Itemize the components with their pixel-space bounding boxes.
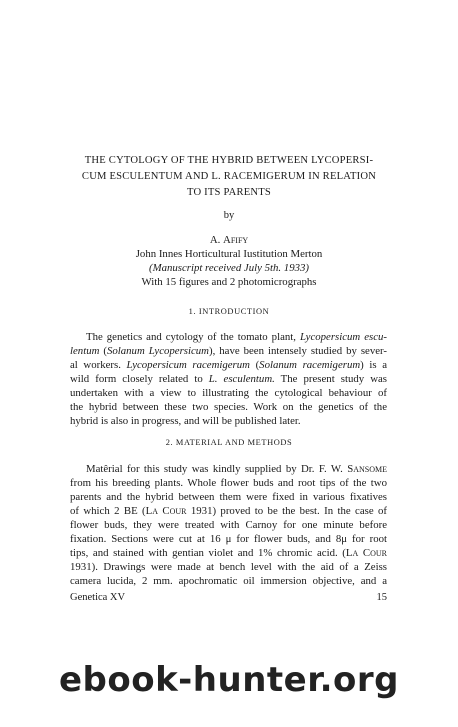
section-heading-methods: 2. MATERIAL AND METHODS bbox=[165, 438, 293, 447]
italic-term: Lycopersicum escu- bbox=[299, 331, 387, 343]
paragraph-methods bbox=[70, 462, 387, 588]
italic-term: L. esculentum. bbox=[208, 373, 275, 385]
title-line: CUM ESCULENTUM AND L. RACEMIGERUM IN RELATION bbox=[81, 171, 377, 182]
figures-note: With 15 figures and 2 photomicrographs bbox=[141, 276, 317, 288]
italic-term: Solanum Lycopersicum bbox=[106, 345, 209, 357]
author-citation: La Cour bbox=[145, 505, 187, 517]
author-name bbox=[0, 233, 458, 247]
title-line: TO ITS PARENTS bbox=[186, 187, 272, 198]
text-line: hybrid is also in progress, and will be published later. bbox=[70, 415, 301, 427]
author-citation: Sansome bbox=[347, 463, 387, 475]
text-line: lentum (Solanum Lycopersicum), have been intensely studied by sever- bbox=[70, 345, 387, 357]
italic-term: Lycopersicum racemigerum bbox=[126, 359, 250, 371]
text-line: parents and the hybrid between them were fixed in various fixatives bbox=[70, 491, 387, 503]
text-line: wild form closely related to L. esculentum. The present study was bbox=[70, 373, 387, 385]
text-line: al workers. Lycopersicum racemigerum (Solanum racemigerum) is a bbox=[70, 359, 387, 371]
text-line: The genetics and cytology of the tomato plant, Lycopersicum escu- bbox=[86, 331, 387, 343]
text-line: fixation. Sections were cut at 16 μ for flower buds, and 8μ for root bbox=[70, 533, 387, 545]
text-line: camera lucida, 2 mm. apochromatic oil immersion objective, and a bbox=[70, 575, 387, 587]
text-line: 1931). Drawings were made at bench level with the aid of a Zeiss bbox=[70, 561, 387, 573]
paper-title bbox=[70, 153, 388, 201]
text-line: Matêrial for this study was kindly supplied by Dr. F. W. Sansome bbox=[86, 463, 387, 475]
page-number: 15 bbox=[376, 592, 387, 603]
italic-term: lentum bbox=[70, 345, 100, 357]
author-initial: A. bbox=[209, 234, 221, 246]
watermark-text: ebook-hunter.org bbox=[58, 660, 400, 700]
section-heading-introduction: 1. INTRODUCTION bbox=[188, 307, 270, 316]
paragraph-introduction bbox=[70, 330, 387, 428]
author-block bbox=[0, 233, 458, 289]
affiliation: John Innes Horticultural Iustitution Merton bbox=[135, 248, 323, 260]
manuscript-note: (Manuscript received July 5th. 1933) bbox=[148, 262, 309, 274]
text-line: flower buds, they were treated with Carnoy for one minute before bbox=[70, 519, 387, 531]
author-citation: La Cour bbox=[345, 547, 387, 559]
author-surname: Afify bbox=[223, 234, 249, 246]
italic-term: Solanum racemigerum bbox=[259, 359, 361, 371]
journal-name: Genetica XV bbox=[70, 592, 126, 603]
by-word: by bbox=[223, 210, 235, 221]
text-line: from his breeding plants. Whole flower buds and root tips of the two bbox=[70, 477, 387, 489]
text-line: undertaken with a view to illustrating the cytological behaviour of bbox=[70, 387, 387, 399]
text-line: tips, and stained with gentian violet and 1% chromic acid. (La Cour bbox=[70, 547, 387, 559]
title-line: THE CYTOLOGY OF THE HYBRID BETWEEN LYCOPERSI- bbox=[84, 155, 374, 166]
text-line: of which 2 BE (La Cour 1931) proved to be the best. In the case of bbox=[70, 505, 387, 517]
text-line: the hybrid between these two species. Work on the genetics of the bbox=[70, 401, 387, 413]
